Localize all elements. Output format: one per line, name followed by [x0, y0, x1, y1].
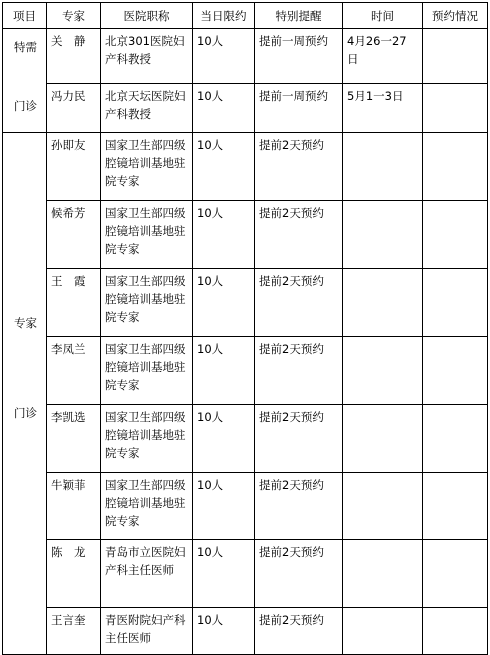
project-cell-special — [3, 29, 47, 133]
daily-limit: 10人 — [193, 404, 255, 472]
hospital-title: 北京301医院妇产科教授 — [101, 29, 193, 84]
table-row — [3, 29, 488, 84]
project-label-bottom: 门诊 — [14, 406, 37, 420]
expert-name: 李凤兰 — [47, 336, 101, 404]
daily-limit: 10人 — [193, 268, 255, 336]
hospital-title: 国家卫生部四级腔镜培训基地驻院专家 — [101, 472, 193, 540]
header-project: 项目 — [3, 3, 47, 29]
hospital-title: 北京天坛医院妇产科教授 — [101, 83, 193, 132]
table-row — [3, 540, 488, 608]
header-row — [3, 3, 488, 29]
daily-limit: 10人 — [193, 336, 255, 404]
expert-name: 关 静 — [47, 29, 101, 84]
reminder: 提前2天预约 — [255, 336, 343, 404]
table-row — [3, 472, 488, 540]
header-expert: 专家 — [47, 3, 101, 29]
expert-name: 候希芳 — [47, 200, 101, 268]
header-reminder: 特别提醒 — [255, 3, 343, 29]
reminder: 提前2天预约 — [255, 608, 343, 655]
table-row — [3, 200, 488, 268]
reminder: 提前一周预约 — [255, 83, 343, 132]
time: 4月26一27日 — [343, 29, 423, 84]
hospital-title: 国家卫生部四级腔镜培训基地驻院专家 — [101, 404, 193, 472]
hospital-title: 国家卫生部四级腔镜培训基地驻院专家 — [101, 133, 193, 201]
reminder: 提前2天预约 — [255, 404, 343, 472]
status — [423, 200, 488, 268]
time — [343, 336, 423, 404]
expert-name: 冯力民 — [47, 83, 101, 132]
hospital-title: 青医附院妇产科主任医师 — [101, 608, 193, 655]
table-row — [3, 83, 488, 132]
daily-limit: 10人 — [193, 133, 255, 201]
reminder: 提前2天预约 — [255, 540, 343, 608]
status — [423, 268, 488, 336]
daily-limit: 10人 — [193, 608, 255, 655]
reminder: 提前2天预约 — [255, 268, 343, 336]
daily-limit: 10人 — [193, 540, 255, 608]
expert-name: 陈 龙 — [47, 540, 101, 608]
daily-limit: 10人 — [193, 472, 255, 540]
time: 5月1一3日 — [343, 83, 423, 132]
daily-limit: 10人 — [193, 83, 255, 132]
status — [423, 336, 488, 404]
table-row — [3, 404, 488, 472]
daily-limit: 10人 — [193, 200, 255, 268]
status — [423, 540, 488, 608]
project-cell-expert — [3, 133, 47, 655]
expert-name: 牛颖菲 — [47, 472, 101, 540]
hospital-title: 国家卫生部四级腔镜培训基地驻院专家 — [101, 268, 193, 336]
project-label-bottom: 门诊 — [14, 99, 37, 113]
daily-limit: 10人 — [193, 29, 255, 84]
header-status: 预约情况 — [423, 3, 488, 29]
header-time: 时间 — [343, 3, 423, 29]
header-hospital-title: 医院职称 — [101, 3, 193, 29]
hospital-title: 青岛市立医院妇产科主任医师 — [101, 540, 193, 608]
time — [343, 133, 423, 201]
reminder: 提前2天预约 — [255, 472, 343, 540]
appointment-schedule-table — [2, 2, 488, 655]
reminder: 提前2天预约 — [255, 200, 343, 268]
table-row — [3, 133, 488, 201]
expert-name: 李凯选 — [47, 404, 101, 472]
table-row — [3, 268, 488, 336]
status — [423, 29, 488, 84]
reminder: 提前一周预约 — [255, 29, 343, 84]
hospital-title: 国家卫生部四级腔镜培训基地驻院专家 — [101, 336, 193, 404]
status — [423, 404, 488, 472]
expert-name: 孙即友 — [47, 133, 101, 201]
expert-name: 王 霞 — [47, 268, 101, 336]
reminder: 提前2天预约 — [255, 133, 343, 201]
project-label-top: 特需 — [14, 40, 37, 54]
status — [423, 83, 488, 132]
time — [343, 472, 423, 540]
expert-name: 王言奎 — [47, 608, 101, 655]
time — [343, 404, 423, 472]
hospital-title: 国家卫生部四级腔镜培训基地驻院专家 — [101, 200, 193, 268]
header-daily-limit: 当日限约 — [193, 3, 255, 29]
status — [423, 472, 488, 540]
time — [343, 268, 423, 336]
time — [343, 540, 423, 608]
status — [423, 133, 488, 201]
table-row — [3, 336, 488, 404]
project-label-top: 专家 — [14, 316, 37, 330]
time — [343, 200, 423, 268]
